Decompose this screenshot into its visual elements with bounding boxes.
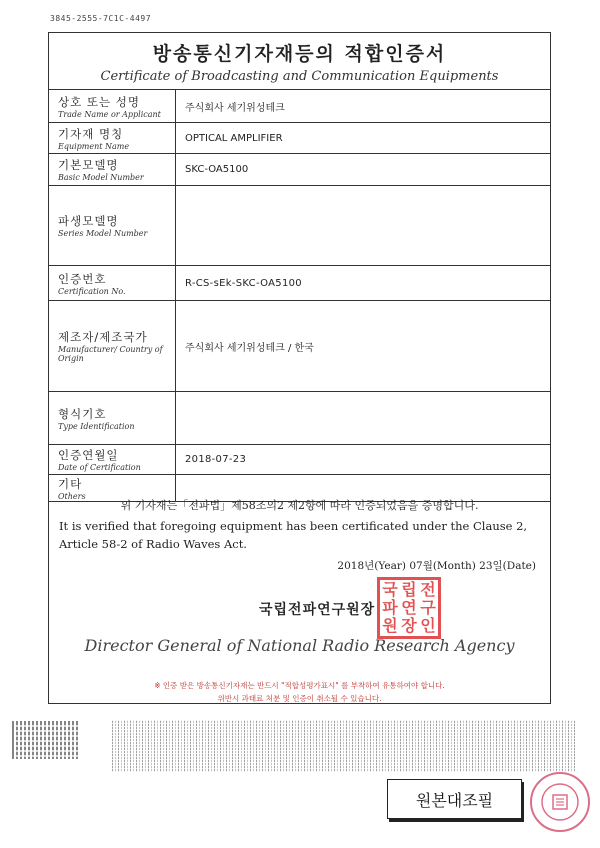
issuer-english: Director General of National Radio Research Agency — [84, 636, 515, 655]
official-seal — [377, 577, 441, 639]
label-series-model-en: Series Model Number — [58, 229, 148, 238]
value-type-identification — [176, 392, 551, 445]
label-applicant-ko: 상호 또는 성명 — [58, 94, 140, 109]
row-basic-model — [49, 154, 550, 186]
round-seal-icon — [538, 780, 582, 824]
label-basic-model-en: Basic Model Number — [58, 173, 144, 182]
security-barcode-overlay — [112, 720, 575, 772]
label-basic-model-ko: 기본모델명 — [58, 158, 119, 172]
label-cert-no-en: Certification No. — [58, 286, 126, 296]
certificate-frame — [48, 32, 551, 704]
label-type-id-ko: 형식기호 — [58, 406, 107, 421]
label-others-ko: 기타 — [58, 476, 83, 491]
row-equipment-name — [49, 123, 550, 154]
label-manufacturer-en: Manufacturer/ Country of Origin — [58, 345, 163, 363]
statement-korean: 위 기자재는「전파법」제58조의2 제2항에 따라 인증되었음을 증명합니다. — [120, 499, 479, 512]
seal-char: 파 — [382, 598, 398, 617]
value-certification-no: R-CS-sEk-SKC-OA5100 — [176, 266, 551, 301]
seal-char: 연 — [401, 598, 417, 617]
issuer-korean: 국립전파연구원장 — [259, 602, 376, 618]
notice-line-1: ※ 인증 받은 방송통신기자재는 반드시 "적합성평가표시" 를 부착하여 유통하여야 합니다. — [154, 681, 445, 690]
value-applicant: 주식회사 세기위성테크 — [176, 90, 551, 123]
seal-char: 구 — [420, 598, 436, 617]
certificate-table — [49, 89, 550, 502]
label-applicant-en: Trade Name or Applicant — [58, 109, 161, 119]
label-others-en: Others — [58, 491, 86, 501]
statement-english: It is verified that foregoing equipment has been certificated under the Clause 2, Article 58-2 of Radio Waves Act. — [59, 519, 528, 551]
original-copy-stamp: 원본대조필 — [387, 779, 522, 819]
row-date-of-certification — [49, 445, 550, 475]
value-date-of-certification: 2018-07-23 — [176, 445, 551, 475]
label-series-model-ko: 파생모델명 — [58, 214, 119, 228]
label-equipment-en: Equipment Name — [58, 141, 130, 151]
row-applicant — [49, 90, 550, 123]
notice-line-2: 위반시 과태료 처분 및 인증이 취소될 수 있습니다. — [217, 694, 382, 703]
seal-char: 원 — [382, 616, 398, 635]
value-equipment-name: OPTICAL AMPLIFIER — [176, 123, 551, 154]
company-round-seal — [530, 772, 590, 832]
row-type-identification — [49, 392, 550, 445]
qr-code-overlay — [14, 723, 78, 757]
certificate-title-english: Certificate of Broadcasting and Communication Equipments — [100, 69, 499, 84]
label-date-en: Date of Certification — [58, 463, 141, 472]
row-manufacturer — [49, 301, 550, 392]
label-type-id-en: Type Identification — [58, 421, 135, 431]
notice — [49, 679, 550, 705]
label-equipment-ko: 기자재 명칭 — [58, 126, 124, 141]
row-series-model — [49, 186, 550, 266]
row-certification-no — [49, 266, 550, 301]
seal-char: 립 — [401, 580, 417, 599]
seal-char: 전 — [420, 580, 436, 599]
value-series-model — [176, 186, 551, 266]
label-date-ko: 인증연월일 — [58, 448, 119, 462]
value-basic-model: SKC-OA5100 — [176, 154, 551, 186]
value-manufacturer: 주식회사 세기위성테크 / 한국 — [176, 301, 551, 392]
seal-char: 인 — [420, 616, 436, 635]
issue-date: 2018년(Year) 07월(Month) 23일(Date) — [337, 560, 536, 572]
label-cert-no-ko: 인증번호 — [58, 271, 107, 286]
document-id: 3845-2555-7C1C-4497 — [50, 14, 152, 23]
certificate-title-korean: 방송통신기자재등의 적합인증서 — [152, 43, 447, 65]
seal-char: 국 — [382, 580, 398, 599]
label-manufacturer-ko: 제조자/제조국가 — [58, 330, 148, 344]
seal-char: 장 — [401, 616, 417, 635]
